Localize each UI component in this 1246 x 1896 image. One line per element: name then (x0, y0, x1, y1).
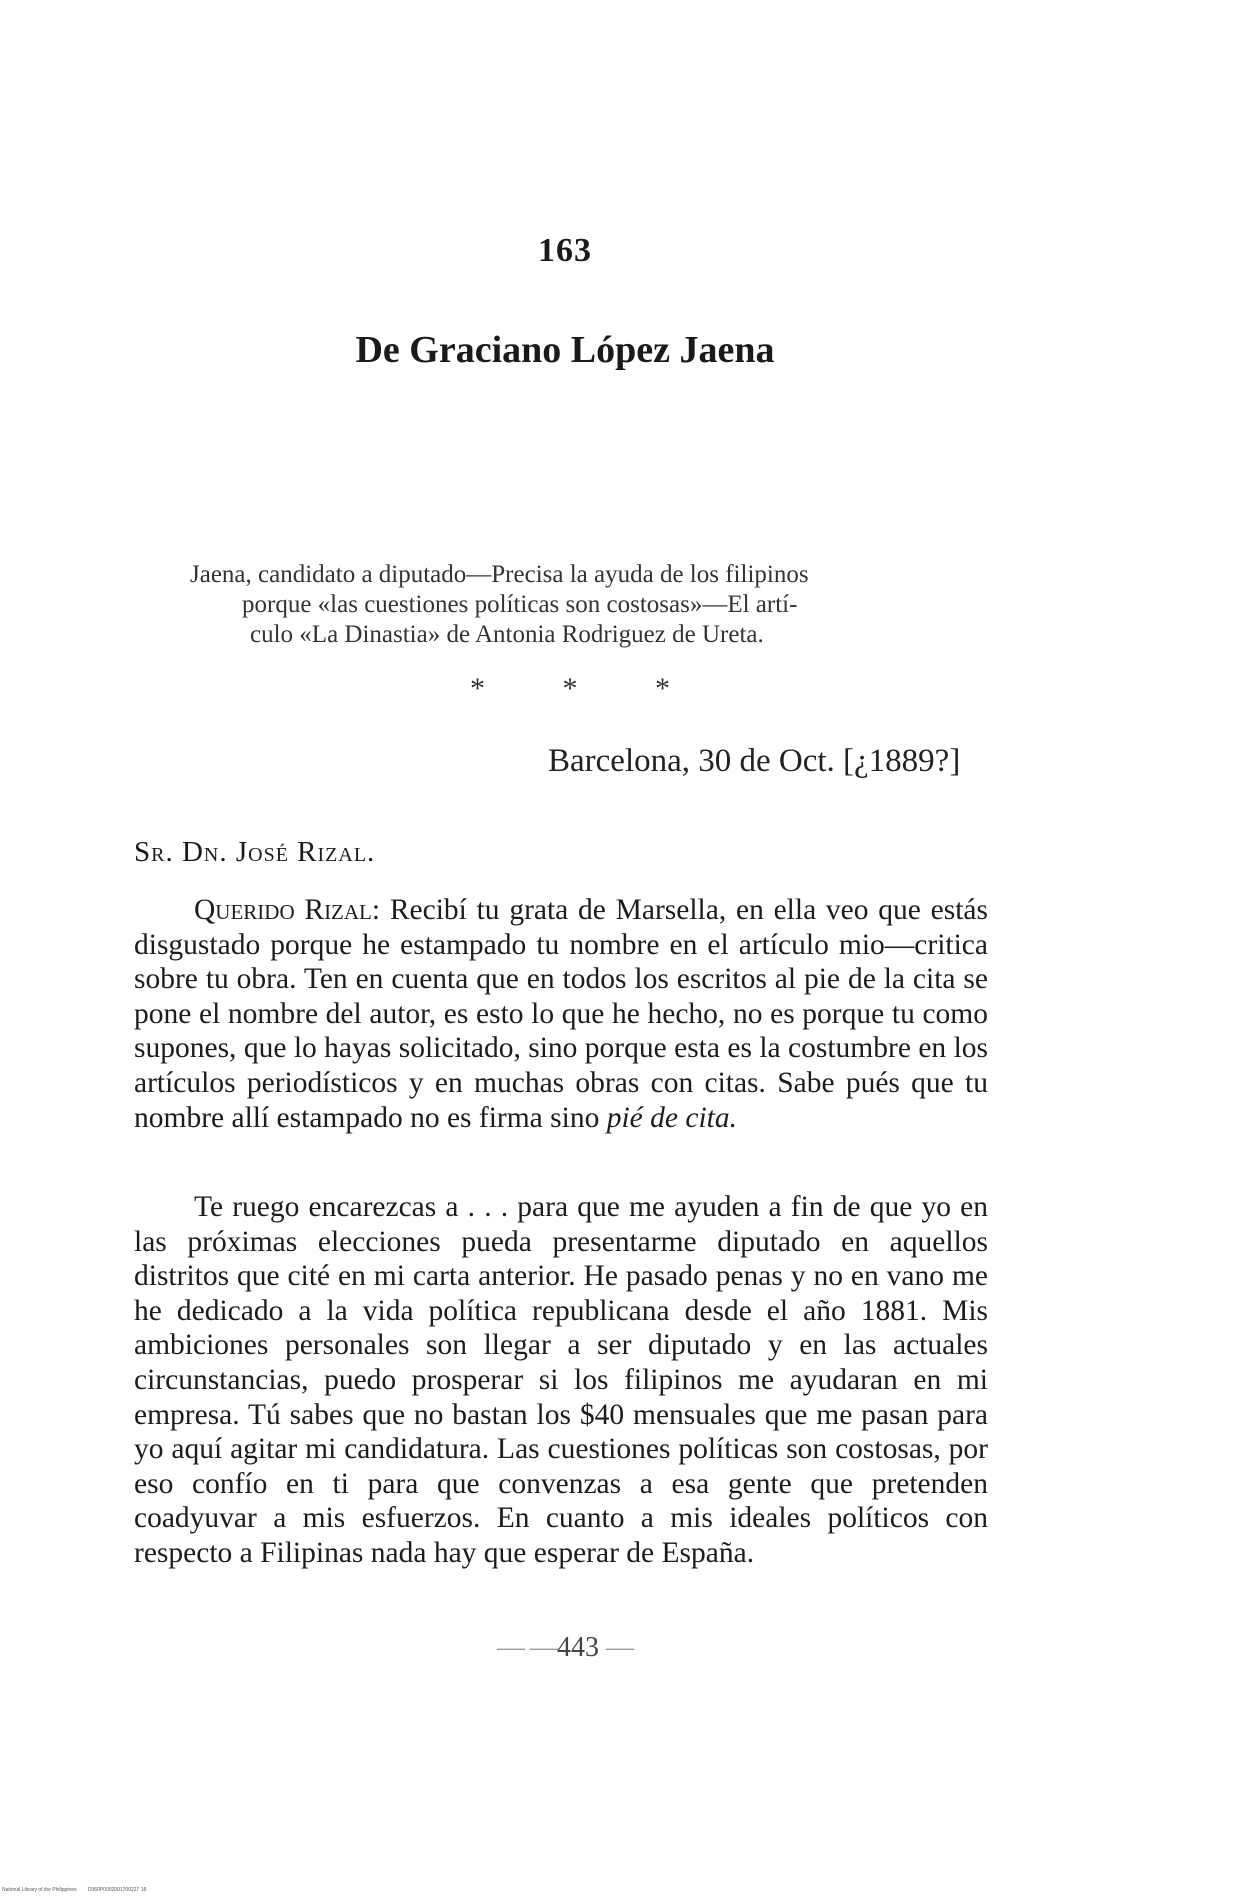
page-folio (0, 1632, 1130, 1664)
summary-line: Jaena, candidato a diputado—Precisa la ayuda de los filipinos (190, 561, 809, 588)
asterisk-ornament: * (562, 672, 578, 705)
page-number: 443 (557, 1632, 599, 1663)
scan-footer (2, 1887, 156, 1893)
paragraph-2 (134, 1190, 988, 1571)
library-name: National Library of the Philippines (2, 1887, 77, 1893)
greeting: Querido Rizal: (194, 894, 381, 926)
paragraph-2-text: Te ruego encarezcas a . . . para que me ayuden a fin de que yo en las próximas elecciones pueda presentarme diputado en aquellos distritos que cité en mi carta anterior. He pasado penas y no en vano me he dedicado a la vida política republicana desde el año 1881. Mis ambiciones personales son llegar a ser diputado y en las actuales circunstancias, puedo prosperar si los filipinos me ayudaran en mi empresa. Tú sabes que no bastan los $40 mensuales que me pasan para yo aquí agitar mi candidatura. Las cuestiones políticas son costosas, por eso confío en ti para que convenzas a esa gente que pretenden coadyuvar a mis esfuerzos. En cuanto a mis ideales políticos con respecto a Filipinas nada hay que esperar de España. (134, 1191, 988, 1569)
paragraph-1 (134, 893, 988, 1135)
salutation: Sr. Dn. José Rizal. (134, 836, 376, 868)
paragraph-1-italic: pié de cita. (606, 1101, 737, 1134)
folio-dash: — — (497, 1632, 557, 1663)
summary-line: porque «las cuestiones políticas son costosas»—El artí- (242, 591, 798, 618)
dateline: Barcelona, 30 de Oct. [¿1889?] (548, 743, 961, 779)
summary-line: culo «La Dinastia» de Antonia Rodriguez de Ureta. (250, 621, 764, 648)
folio-dash: — (606, 1632, 633, 1663)
letter-summary (170, 560, 960, 650)
scan-code: D360P0002001700227 18 (87, 1887, 147, 1893)
paragraph-1-text: Recibí tu grata de Marsella, en ella veo que estás disgustado porque he estampado tu nombre en el artículo mio—critica sobre tu obra. Ten en cuenta que en todos los escritos al pie de la cita se pone el nombre del autor, es esto lo que he hecho, no es porque tu como supones, que lo hayas solicitado, sino porque esta es la costumbre en los artículos periodísticos y en muchas obras con citas. Sabe pués que tu nombre allí estampado no es firma sino (134, 894, 988, 1134)
letter-title: De Graciano López Jaena (355, 329, 775, 371)
asterisk-ornament: * (655, 672, 670, 705)
asterisk-ornament: * (470, 672, 485, 705)
letter-number: 163 (538, 232, 592, 269)
section-separator (470, 672, 670, 706)
